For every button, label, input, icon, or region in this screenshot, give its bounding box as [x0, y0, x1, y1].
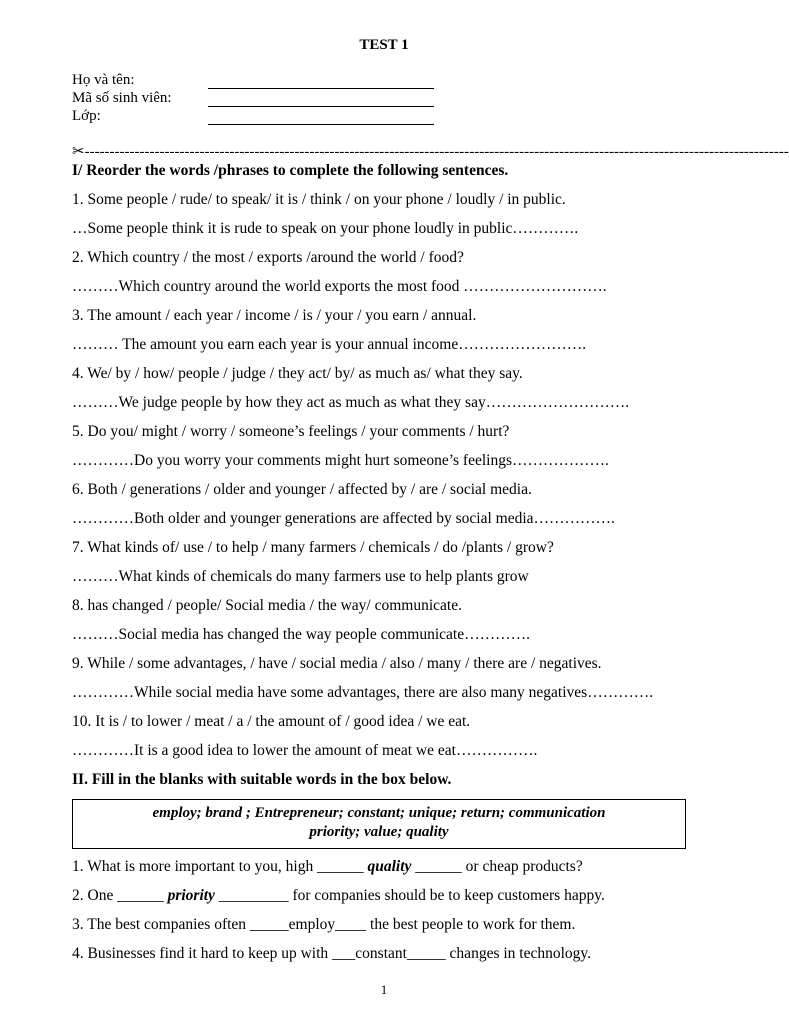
answer-4: ………We judge people by how they act as much as what they say……………………….: [72, 394, 630, 411]
class-label: Lớp:: [72, 108, 101, 124]
answer-10: …………It is a good idea to lower the amount of meat we eat…………….: [72, 742, 538, 759]
answer-6: …………Both older and younger generations are affected by social media…………….: [72, 510, 615, 527]
question-1: 1. Some people / rude/ to speak/ it is / think / on your phone / loudly / in public.: [72, 191, 566, 208]
answer-2: ………Which country around the world exports the most food ……………………….: [72, 278, 607, 295]
page-number: 1: [380, 982, 388, 997]
question-5: 5. Do you/ might / worry / someone’s feelings / your comments / hurt?: [72, 423, 510, 440]
fill-item-3: 3. The best companies often _____employ____ the best people to work for them.: [72, 916, 576, 933]
scissors-icon: ✂: [72, 144, 85, 160]
fill-item-1-answer: quality: [367, 858, 412, 875]
fill-item-4: 4. Businesses find it hard to keep up with ___constant_____ changes in technology.: [72, 945, 592, 962]
fill-item-1: [72, 858, 583, 876]
question-3: 3. The amount / each year / income / is / your / you earn / annual.: [72, 307, 477, 324]
answer-9: …………While social media have some advantages, there are also many negatives………….: [72, 684, 654, 701]
word-box-line-1: employ; brand ; Entrepreneur; constant; unique; return; communication: [152, 805, 606, 821]
question-6: 6. Both / generations / older and younger / affected by / are / social media.: [72, 481, 532, 498]
class-blank: [208, 124, 434, 125]
fill-item-2-answer: priority: [167, 887, 215, 904]
fill-item-2-before: 2. One ______: [72, 887, 168, 904]
name-blank: [208, 88, 434, 89]
section2-heading: II. Fill in the blanks with suitable words in the box below.: [72, 771, 452, 788]
fill-item-1-after: ______ or cheap products?: [411, 858, 583, 875]
answer-1: …Some people think it is rude to speak on your phone loudly in public………….: [72, 220, 579, 237]
answer-3: ……… The amount you earn each year is your annual income…………………….: [72, 336, 587, 353]
question-4: 4. We/ by / how/ people / judge / they act/ by/ as much as/ what they say.: [72, 365, 523, 382]
answer-7: ………What kinds of chemicals do many farmers use to help plants grow: [72, 568, 529, 585]
cut-line: [72, 142, 789, 161]
answer-8: ………Social media has changed the way people communicate………….: [72, 626, 530, 643]
question-2: 2. Which country / the most / exports /around the world / food?: [72, 249, 464, 266]
word-box-line-2: priority; value; quality: [309, 824, 449, 840]
question-8: 8. has changed / people/ Social media / the way/ communicate.: [72, 597, 462, 614]
fill-item-2-after: _________ for companies should be to keep customers happy.: [214, 887, 605, 904]
page-title: TEST 1: [359, 37, 409, 53]
answer-5: …………Do you worry your comments might hurt someone’s feelings……………….: [72, 452, 609, 469]
question-10: 10. It is / to lower / meat / a / the amount of / good idea / we eat.: [72, 713, 471, 730]
question-7: 7. What kinds of/ use / to help / many farmers / chemicals / do /plants / grow?: [72, 539, 554, 556]
word-box: [72, 799, 686, 849]
fill-item-1-before: 1. What is more important to you, high ______: [72, 858, 368, 875]
name-label: Họ và tên:: [72, 72, 135, 88]
question-9: 9. While / some advantages, / have / social media / also / many / there are / negatives.: [72, 655, 602, 672]
student-id-blank: [208, 106, 434, 107]
section1-heading: I/ Reorder the words /phrases to complete the following sentences.: [72, 162, 509, 179]
cut-dashes: ---------------------------------------------------------------------------------------------------------------------------------------------: [84, 144, 789, 160]
fill-item-2: [72, 887, 605, 905]
student-id-label: Mã số sinh viên:: [72, 90, 172, 106]
